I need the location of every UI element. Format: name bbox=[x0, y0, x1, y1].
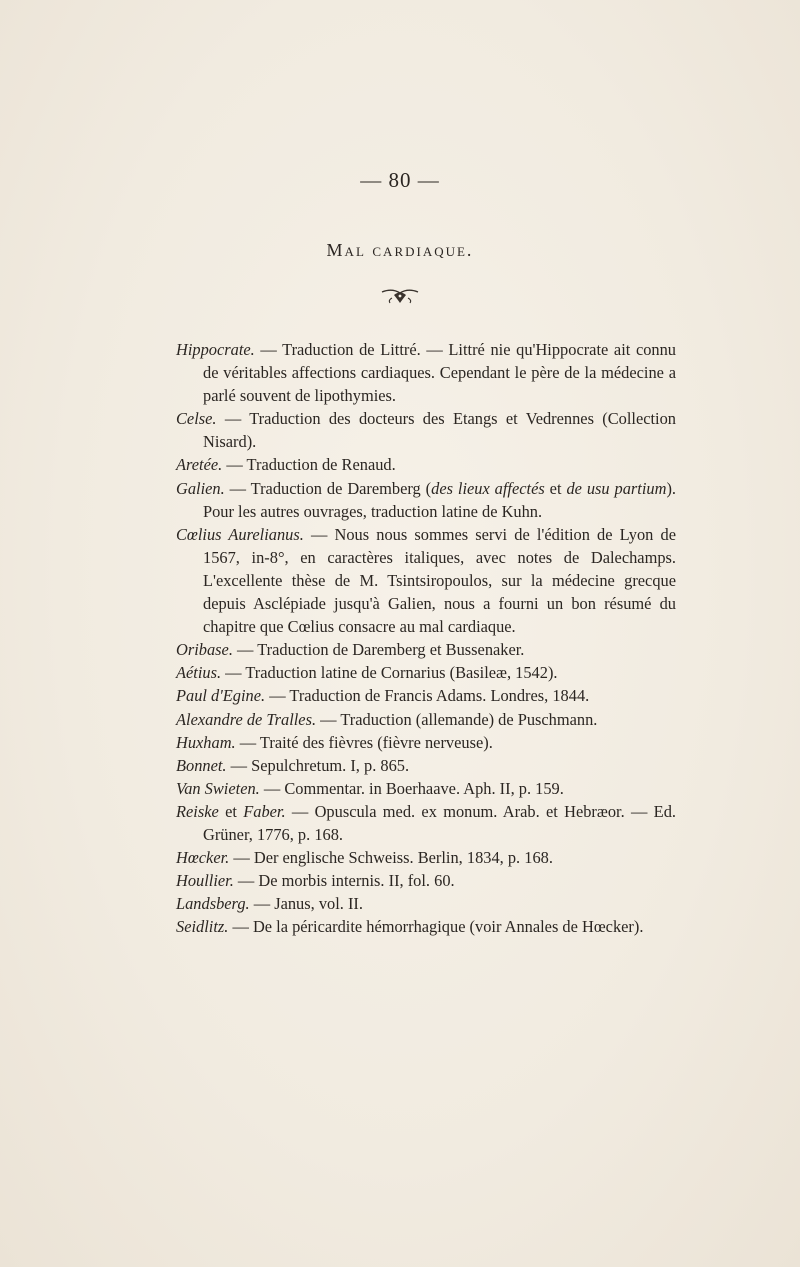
bibliography-entry bbox=[176, 731, 676, 754]
fleuron-ornament-icon bbox=[378, 286, 422, 306]
entry-author: Bonnet. bbox=[176, 755, 227, 775]
entry-author: Aretée. bbox=[176, 455, 223, 475]
bibliography-entry bbox=[176, 846, 676, 869]
bibliography-entry bbox=[176, 708, 676, 731]
entry-text: — Traduction des docteurs des Etangs et Vedrennes (Collection Nisard). bbox=[203, 409, 676, 452]
entry-author: Reiske bbox=[176, 801, 219, 821]
bibliography-list bbox=[176, 338, 676, 938]
bibliography-entry bbox=[176, 338, 676, 407]
entry-text: — Janus, vol. II. bbox=[249, 894, 363, 914]
bibliography-entry bbox=[176, 407, 676, 453]
entry-author: Cœlius Aurelianus. bbox=[176, 524, 304, 544]
entry-text: — Traduction de Renaud. bbox=[222, 455, 396, 475]
bibliography-entry bbox=[176, 523, 676, 638]
entry-author: Van Swieten. bbox=[176, 778, 260, 798]
entry-text: et bbox=[218, 801, 244, 821]
entry-text: et bbox=[544, 478, 567, 498]
entry-text: — Commentar. in Boerhaave. Aph. II, p. 159. bbox=[259, 778, 564, 798]
entry-text: — Opuscula med. ex monum. Arab. et Hebræor. — Ed. Grüner, 1776, p. 168. bbox=[203, 801, 676, 844]
bibliography-entry bbox=[176, 892, 676, 915]
entry-text: — Nous nous sommes servi de l'édition de Lyon de 1567, in-8°, en caractères italiques, avec notes de Dalechamps. L'excellente thèse de M. Tsintsiropoulos, sur la médecine grecque depuis Asclépiade jusqu'à Galien, nous a fourni un bon résumé du chapitre que Cœlius consacre au mal cardiaque. bbox=[203, 524, 676, 637]
entry-text: — Traduction de Francis Adams. Londres, 1844. bbox=[265, 686, 590, 706]
entry-title-italic: de usu partium bbox=[566, 478, 667, 498]
entry-text: — Sepulchretum. I, p. 865. bbox=[226, 755, 410, 775]
bibliography-entry bbox=[176, 684, 676, 707]
entry-author: Seidlitz. bbox=[176, 917, 229, 937]
entry-text: — De la péricardite hémorrhagique (voir Annales de Hœcker). bbox=[228, 917, 644, 937]
entry-text: — Traduction de Daremberg ( bbox=[224, 478, 432, 498]
entry-author: Hippocrate. bbox=[176, 340, 255, 359]
entry-author: Huxham. bbox=[176, 732, 236, 752]
chapter-title: Mal cardiaque. bbox=[326, 240, 474, 260]
entry-text: — Traité des fièvres (fièvre nerveuse). bbox=[235, 732, 493, 752]
entry-author: Oribase. bbox=[176, 640, 233, 660]
entry-author: Alexandre de Tralles. bbox=[176, 709, 317, 729]
bibliography-entry bbox=[176, 869, 676, 892]
bibliography-entry bbox=[176, 453, 676, 476]
bibliography-entry bbox=[176, 661, 676, 684]
entry-text: — Traduction (allemande) de Puschmann. bbox=[316, 709, 598, 729]
entry-text: — Traduction latine de Cornarius (Basileæ, 1542). bbox=[221, 663, 558, 683]
entry-author: Galien. bbox=[176, 478, 225, 498]
entry-text: — Traduction de Daremberg et Bussenaker. bbox=[232, 640, 525, 660]
bibliography-entry bbox=[176, 915, 676, 938]
bibliography-entry bbox=[176, 800, 676, 846]
entry-text: — Traduction de Littré. — Littré nie qu'Hippocrate ait connu de véritables affections cardiaques. Cependant le père de la médecine a parlé souvent de lipothymies. bbox=[203, 340, 676, 406]
entry-author: Hœcker. bbox=[176, 848, 230, 868]
entry-text: — Der englische Schweiss. Berlin, 1834, p. 168. bbox=[229, 848, 553, 868]
entry-coauthor-italic: Faber. bbox=[243, 801, 286, 821]
entry-title-italic: des lieux affectés bbox=[431, 478, 545, 498]
page-number: — 80 — bbox=[360, 168, 440, 192]
bibliography-entry bbox=[176, 638, 676, 661]
bibliography-entry bbox=[176, 477, 676, 523]
entry-author: Houllier. bbox=[176, 871, 234, 891]
entry-text: — De morbis internis. II, fol. 60. bbox=[233, 871, 455, 891]
entry-author: Landsberg. bbox=[176, 894, 250, 914]
entry-author: Celse. bbox=[176, 409, 217, 429]
entry-author: Aétius. bbox=[176, 663, 222, 683]
bibliography-entry bbox=[176, 777, 676, 800]
entry-author: Paul d'Egine. bbox=[176, 686, 266, 706]
bibliography-entry bbox=[176, 754, 676, 777]
entry-text: ). Pour les autres ouvrages, traduction latine de Kuhn. bbox=[203, 478, 676, 521]
